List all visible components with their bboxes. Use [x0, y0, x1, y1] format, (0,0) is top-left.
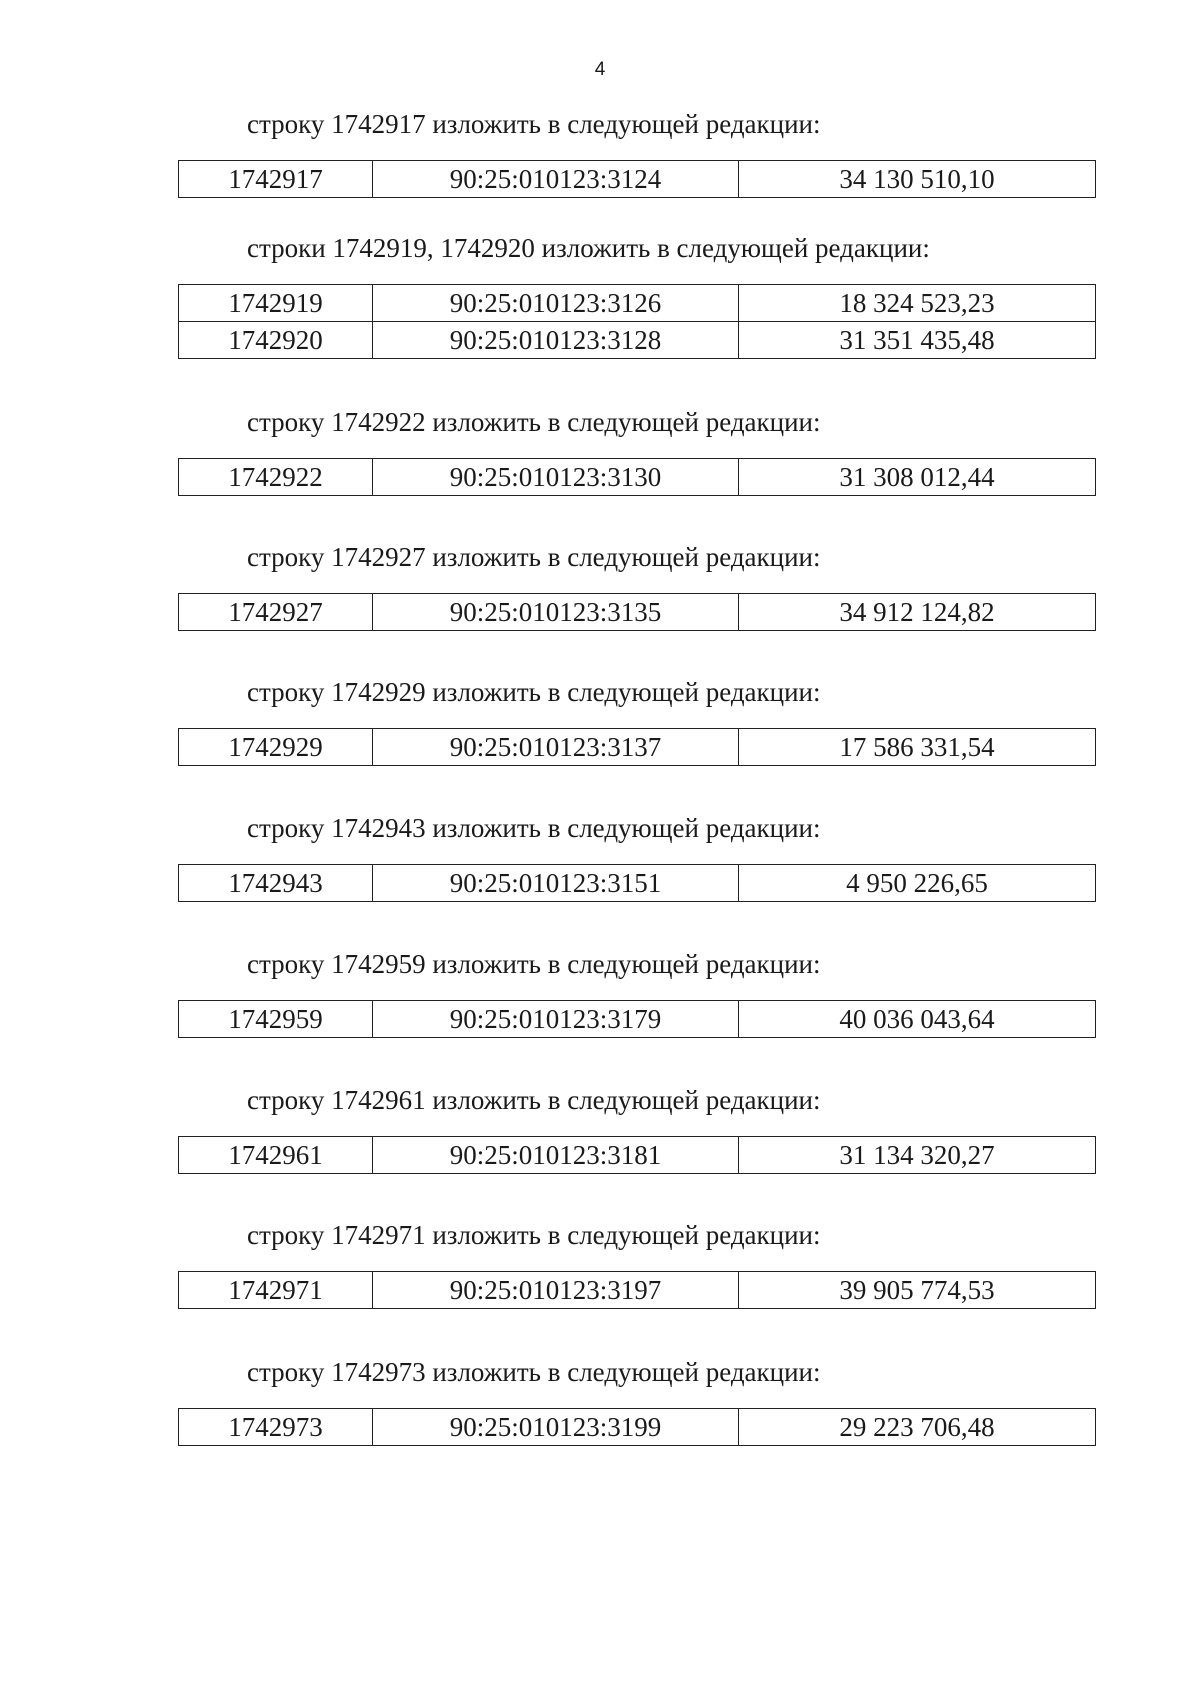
table-row	[179, 1272, 1096, 1309]
cadastral-value-cell: 18 324 523,23	[739, 285, 1096, 322]
cadastral-value-cell: 39 905 774,53	[739, 1272, 1096, 1309]
row-number-cell: 1742927	[179, 594, 373, 631]
amendment-instruction: строку 1742927 изложить в следующей редакции:	[247, 542, 821, 572]
row-number-cell: 1742922	[179, 459, 373, 496]
amendment-table	[178, 458, 1096, 496]
table-row	[179, 1137, 1096, 1174]
amendment-section	[0, 812, 1200, 898]
amendment-table	[178, 728, 1096, 766]
amendment-table	[178, 1000, 1096, 1038]
amendment-section	[0, 541, 1200, 627]
amendment-instruction: строку 1742917 изложить в следующей редакции:	[247, 109, 821, 139]
amendment-section	[0, 1219, 1200, 1305]
cadastral-number-cell: 90:25:010123:3137	[373, 729, 739, 766]
cadastral-value-cell: 31 351 435,48	[739, 322, 1096, 359]
amendment-section	[0, 1084, 1200, 1170]
row-number-cell: 1742973	[179, 1409, 373, 1446]
cadastral-number-cell: 90:25:010123:3199	[373, 1409, 739, 1446]
cadastral-number-cell: 90:25:010123:3181	[373, 1137, 739, 1174]
amendment-section	[0, 948, 1200, 1034]
amendment-instruction: строку 1742971 изложить в следующей редакции:	[247, 1220, 821, 1250]
amendment-table	[178, 1136, 1096, 1174]
row-number-cell: 1742920	[179, 322, 373, 359]
amendment-instruction: строку 1742961 изложить в следующей редакции:	[247, 1085, 821, 1115]
amendment-section	[0, 406, 1200, 492]
table-row	[179, 729, 1096, 766]
cadastral-value-cell: 4 950 226,65	[739, 865, 1096, 902]
table-row	[179, 285, 1096, 322]
amendment-table	[178, 593, 1096, 631]
cadastral-number-cell: 90:25:010123:3126	[373, 285, 739, 322]
amendment-instruction: строку 1742929 изложить в следующей редакции:	[247, 677, 821, 707]
cadastral-number-cell: 90:25:010123:3151	[373, 865, 739, 902]
amendment-table	[178, 1271, 1096, 1309]
table-row	[179, 865, 1096, 902]
amendment-section	[0, 108, 1200, 194]
row-number-cell: 1742943	[179, 865, 373, 902]
cadastral-value-cell: 34 130 510,10	[739, 161, 1096, 198]
amendment-table	[178, 1408, 1096, 1446]
amendment-table	[178, 864, 1096, 902]
row-number-cell: 1742929	[179, 729, 373, 766]
cadastral-number-cell: 90:25:010123:3128	[373, 322, 739, 359]
cadastral-value-cell: 34 912 124,82	[739, 594, 1096, 631]
amendment-instruction: строку 1742922 изложить в следующей редакции:	[247, 407, 821, 437]
cadastral-value-cell: 17 586 331,54	[739, 729, 1096, 766]
cadastral-number-cell: 90:25:010123:3179	[373, 1001, 739, 1038]
amendment-instruction: строки 1742919, 1742920 изложить в следующей редакции:	[247, 233, 930, 263]
amendment-instruction: строку 1742959 изложить в следующей редакции:	[247, 949, 821, 979]
amendment-section	[0, 1356, 1200, 1442]
table-row	[179, 161, 1096, 198]
amendment-table	[178, 284, 1096, 359]
row-number-cell: 1742917	[179, 161, 373, 198]
row-number-cell: 1742959	[179, 1001, 373, 1038]
table-row	[179, 459, 1096, 496]
table-row	[179, 322, 1096, 359]
cadastral-number-cell: 90:25:010123:3124	[373, 161, 739, 198]
amendment-section	[0, 676, 1200, 762]
cadastral-value-cell: 31 134 320,27	[739, 1137, 1096, 1174]
page-number: 4	[594, 59, 606, 80]
row-number-cell: 1742961	[179, 1137, 373, 1174]
table-row	[179, 594, 1096, 631]
amendment-instruction: строку 1742973 изложить в следующей редакции:	[247, 1357, 821, 1387]
cadastral-value-cell: 29 223 706,48	[739, 1409, 1096, 1446]
amendment-table	[178, 160, 1096, 198]
row-number-cell: 1742971	[179, 1272, 373, 1309]
cadastral-number-cell: 90:25:010123:3197	[373, 1272, 739, 1309]
table-row	[179, 1001, 1096, 1038]
table-row	[179, 1409, 1096, 1446]
cadastral-number-cell: 90:25:010123:3130	[373, 459, 739, 496]
amendment-section	[0, 232, 1200, 355]
row-number-cell: 1742919	[179, 285, 373, 322]
cadastral-value-cell: 31 308 012,44	[739, 459, 1096, 496]
amendment-instruction: строку 1742943 изложить в следующей редакции:	[247, 813, 821, 843]
cadastral-number-cell: 90:25:010123:3135	[373, 594, 739, 631]
cadastral-value-cell: 40 036 043,64	[739, 1001, 1096, 1038]
